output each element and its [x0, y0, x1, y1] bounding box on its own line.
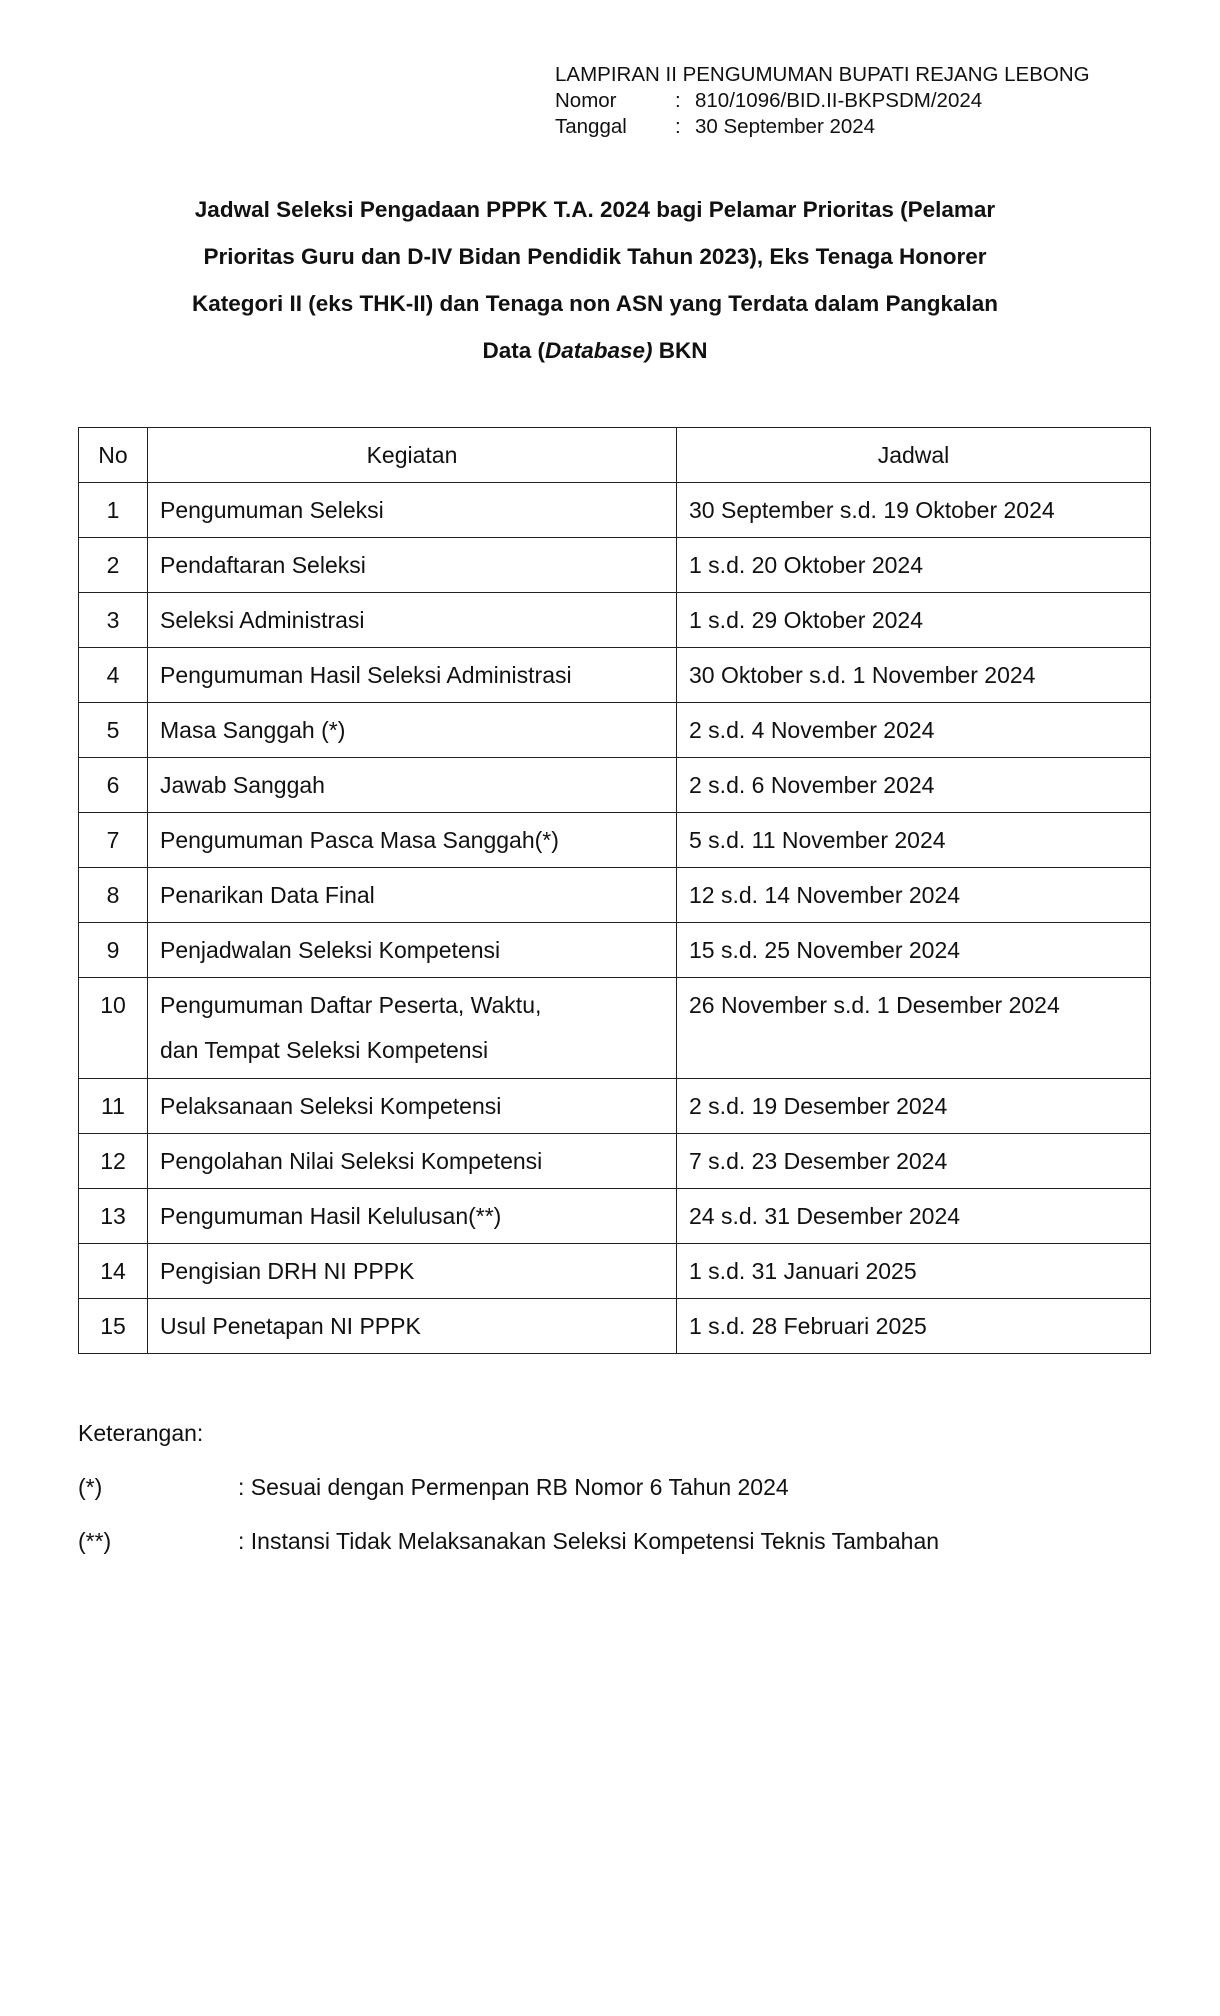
table-row	[79, 538, 1151, 593]
table-row	[79, 1189, 1151, 1244]
table-row	[79, 1299, 1151, 1354]
row-kegiatan	[148, 703, 677, 758]
notes-section	[78, 1415, 939, 1577]
row-number: 4	[79, 648, 148, 703]
document-title	[90, 186, 1100, 374]
row-jadwal: 7 s.d. 23 Desember 2024	[677, 1134, 1151, 1189]
document-header	[555, 62, 1090, 140]
row-number: 6	[79, 758, 148, 813]
row-kegiatan	[148, 593, 677, 648]
row-number: 13	[79, 1189, 148, 1244]
row-number: 12	[79, 1134, 148, 1189]
table-row	[79, 868, 1151, 923]
table-row	[79, 1244, 1151, 1299]
row-jadwal: 1 s.d. 28 Februari 2025	[677, 1299, 1151, 1354]
table-row	[79, 1134, 1151, 1189]
kegiatan-text: Pengumuman Seleksi	[160, 497, 384, 523]
row-kegiatan	[148, 758, 677, 813]
note-symbol: (**)	[78, 1528, 112, 1554]
kegiatan-text: Pengumuman Daftar Peserta, Waktu,	[160, 992, 542, 1018]
kegiatan-text: Penjadwalan Seleksi Kompetensi	[160, 937, 501, 963]
title-italic-text: Database)	[544, 338, 653, 363]
kegiatan-text: Pengumuman Hasil Kelulusan(**)	[160, 1203, 502, 1229]
row-kegiatan	[148, 648, 677, 703]
kegiatan-text: Jawab Sanggah	[160, 772, 325, 798]
schedule-table	[78, 427, 1151, 1354]
table-row	[79, 703, 1151, 758]
row-jadwal: 1 s.d. 31 Januari 2025	[677, 1244, 1151, 1299]
row-jadwal: 26 November s.d. 1 Desember 2024	[677, 978, 1151, 1079]
table-row	[79, 1079, 1151, 1134]
title-text: BKN	[652, 338, 708, 363]
row-kegiatan	[148, 978, 677, 1079]
row-number: 10	[79, 978, 148, 1079]
row-jadwal: 24 s.d. 31 Desember 2024	[677, 1189, 1151, 1244]
tanggal-label: Tanggal	[555, 115, 627, 138]
row-jadwal: 12 s.d. 14 November 2024	[677, 868, 1151, 923]
kegiatan-text: Penarikan Data Final	[160, 882, 375, 908]
row-jadwal: 1 s.d. 29 Oktober 2024	[677, 593, 1151, 648]
row-number: 14	[79, 1244, 148, 1299]
kegiatan-text: Pendaftaran Seleksi	[160, 552, 366, 578]
header-jadwal: Jadwal	[677, 428, 1151, 483]
row-jadwal: 1 s.d. 20 Oktober 2024	[677, 538, 1151, 593]
header-title: LAMPIRAN II PENGUMUMAN BUPATI REJANG LEBONG	[555, 63, 1090, 86]
kegiatan-text: Pelaksanaan Seleksi Kompetensi	[160, 1093, 502, 1119]
kegiatan-text: Pengumuman Hasil Seleksi Administrasi	[160, 662, 572, 688]
notes-heading: Keterangan:	[78, 1420, 204, 1446]
note-symbol: (*)	[78, 1474, 103, 1500]
note-item	[78, 1523, 939, 1577]
table-row	[79, 758, 1151, 813]
title-line: Kategori II (eks THK-II) dan Tenaga non ASN yang Terdata dalam Pangkalan	[192, 291, 998, 316]
row-kegiatan	[148, 1134, 677, 1189]
kegiatan-text: Masa Sanggah (*)	[160, 717, 346, 743]
row-jadwal: 30 September s.d. 19 Oktober 2024	[677, 483, 1151, 538]
header-no: No	[79, 428, 148, 483]
row-number: 7	[79, 813, 148, 868]
row-kegiatan	[148, 1189, 677, 1244]
table-row	[79, 483, 1151, 538]
kegiatan-text: Usul Penetapan NI PPPK	[160, 1313, 421, 1339]
table-row	[79, 593, 1151, 648]
row-number: 8	[79, 868, 148, 923]
tanggal-value: 30 September 2024	[695, 115, 876, 138]
nomor-separator: :	[675, 89, 681, 112]
row-kegiatan	[148, 868, 677, 923]
row-kegiatan	[148, 1244, 677, 1299]
note-item	[78, 1469, 939, 1523]
note-text: : Sesuai dengan Permenpan RB Nomor 6 Tahun 2024	[238, 1474, 789, 1500]
row-kegiatan	[148, 923, 677, 978]
nomor-label: Nomor	[555, 89, 617, 112]
kegiatan-text: dan Tempat Seleksi Kompetensi	[160, 1037, 489, 1063]
header-tanggal	[555, 114, 1090, 140]
title-line	[90, 327, 1100, 374]
tanggal-separator: :	[675, 115, 681, 138]
note-text: : Instansi Tidak Melaksanakan Seleksi Kompetensi Teknis Tambahan	[238, 1528, 940, 1554]
row-jadwal: 2 s.d. 19 Desember 2024	[677, 1079, 1151, 1134]
row-number: 11	[79, 1079, 148, 1134]
kegiatan-text: Pengumuman Pasca Masa Sanggah(*)	[160, 827, 559, 853]
row-number: 2	[79, 538, 148, 593]
row-number: 3	[79, 593, 148, 648]
table-row	[79, 978, 1151, 1079]
kegiatan-text: Pengolahan Nilai Seleksi Kompetensi	[160, 1148, 543, 1174]
title-line: Prioritas Guru dan D-IV Bidan Pendidik Tahun 2023), Eks Tenaga Honorer	[203, 244, 987, 269]
row-number: 9	[79, 923, 148, 978]
row-jadwal: 5 s.d. 11 November 2024	[677, 813, 1151, 868]
table-row	[79, 923, 1151, 978]
row-kegiatan	[148, 813, 677, 868]
row-jadwal: 2 s.d. 6 November 2024	[677, 758, 1151, 813]
title-text: Data (	[482, 338, 545, 363]
row-number: 15	[79, 1299, 148, 1354]
row-jadwal: 15 s.d. 25 November 2024	[677, 923, 1151, 978]
row-number: 5	[79, 703, 148, 758]
row-jadwal: 30 Oktober s.d. 1 November 2024	[677, 648, 1151, 703]
nomor-value: 810/1096/BID.II-BKPSDM/2024	[695, 89, 983, 112]
row-kegiatan	[148, 538, 677, 593]
table-header-row	[79, 428, 1151, 483]
kegiatan-text: Seleksi Administrasi	[160, 607, 365, 633]
title-line: Jadwal Seleksi Pengadaan PPPK T.A. 2024 bagi Pelamar Prioritas (Pelamar	[194, 197, 996, 222]
row-kegiatan	[148, 483, 677, 538]
table-row	[79, 648, 1151, 703]
row-kegiatan	[148, 1299, 677, 1354]
row-kegiatan	[148, 1079, 677, 1134]
kegiatan-text: Pengisian DRH NI PPPK	[160, 1258, 415, 1284]
table-row	[79, 813, 1151, 868]
row-number: 1	[79, 483, 148, 538]
row-jadwal: 2 s.d. 4 November 2024	[677, 703, 1151, 758]
header-nomor	[555, 88, 1090, 114]
header-kegiatan: Kegiatan	[148, 428, 677, 483]
